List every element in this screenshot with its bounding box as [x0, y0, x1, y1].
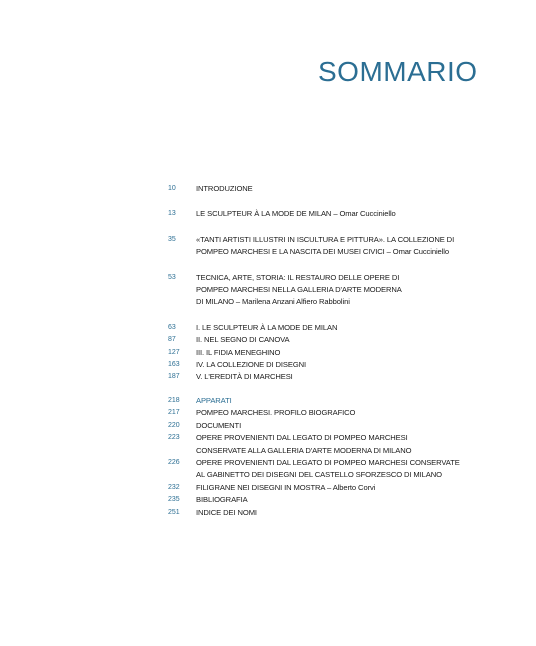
toc-entry: [168, 234, 508, 259]
toc-entry: [168, 457, 508, 482]
toc-entry-title: FILIGRANE NEI DISEGNI IN MOSTRA – Alberto Corvi: [196, 482, 376, 492]
toc-page-number: 251: [168, 508, 180, 516]
toc-entry: [168, 322, 508, 334]
toc-entry: [168, 407, 508, 419]
toc-entry: [168, 272, 508, 309]
toc-page-number: 10: [168, 185, 176, 192]
toc-page-number: 35: [168, 235, 176, 243]
toc-entry-title: DOCUMENTI: [196, 420, 242, 430]
toc-entry-title: TECNICA, ARTE, STORIA: IL RESTAURO DELLE OPERE DI POMPEO MARCHESI NELLA GALLERIA D'ARTE MODERNA DI MILANO – Marilena Anzani Alfiero Rabbolini: [196, 272, 402, 307]
page-title: SOMMARIO: [318, 56, 478, 87]
toc-entry-title: LE SCULPTEUR À LA MODE DE MILAN – Omar Cucciniello: [196, 209, 396, 219]
toc-page-number: 218: [168, 396, 180, 404]
toc-page-number: 226: [168, 458, 180, 466]
toc-entry-title: OPERE PROVENIENTI DAL LEGATO DI POMPEO MARCHESI CONSERVATE ALLA GALLERIA D'ARTE MODERNA DI MILANO: [196, 433, 412, 455]
toc-page-number: 187: [168, 373, 180, 381]
toc-entry: [168, 432, 508, 457]
toc-entry: [168, 420, 508, 432]
toc-entry-title: APPARATI: [196, 395, 232, 405]
toc-entry: [168, 359, 508, 371]
toc-entry-title: III. IL FIDIA MENEGHINO: [196, 347, 281, 357]
toc-entry-title: I. LE SCULPTEUR À LA MODE DE MILAN: [196, 322, 338, 332]
toc-entry-title: V. L'EREDITÀ DI MARCHESI: [196, 372, 293, 382]
toc-entry: [168, 183, 508, 195]
toc-page-number: 53: [168, 273, 176, 281]
toc-page-number: 235: [168, 496, 180, 504]
toc-entry: [168, 371, 508, 383]
toc-section-heading: [168, 395, 508, 407]
toc-page-number: 223: [168, 434, 180, 442]
toc-entry: [168, 208, 508, 220]
toc-page-number: 163: [168, 361, 180, 369]
toc-entry-title: BIBLIOGRAFIA: [196, 495, 248, 505]
toc-page-number: 220: [168, 421, 180, 429]
toc-entry-title: INDICE DEI NOMI: [196, 507, 257, 517]
toc-page-number: 127: [168, 348, 180, 356]
toc-page-number: 232: [168, 483, 180, 491]
toc-entry: [168, 507, 508, 519]
toc-entry-title: OPERE PROVENIENTI DAL LEGATO DI POMPEO MARCHESI CONSERVATE AL GABINETTO DEI DISEGNI DEL CASTELLO SFORZESCO DI MILANO: [196, 457, 460, 480]
toc-entry: [168, 347, 508, 359]
toc-entry-title: II. NEL SEGNO DI CANOVA: [196, 335, 290, 345]
toc-entry-title: INTRODUZIONE: [196, 184, 253, 193]
table-of-contents: [168, 183, 508, 519]
toc-page-number: 13: [168, 210, 176, 218]
toc-entry: [168, 482, 508, 494]
toc-entry-title: «TANTI ARTISTI ILLUSTRI IN ISCULTURA E PITTURA». LA COLLEZIONE DI POMPEO MARCHESI E LA NASCITA DEI MUSEI CIVICI – Omar Cucciniello: [196, 234, 455, 257]
toc-entry-title: POMPEO MARCHESI. PROFILO BIOGRAFICO: [196, 408, 356, 418]
toc-page-number: 87: [168, 336, 176, 344]
toc-entry: [168, 494, 508, 506]
toc-page-number: 63: [168, 323, 176, 331]
toc-entry-title: IV. LA COLLEZIONE DI DISEGNI: [196, 360, 307, 370]
toc-entry: [168, 334, 508, 346]
toc-page-number: 217: [168, 409, 180, 417]
